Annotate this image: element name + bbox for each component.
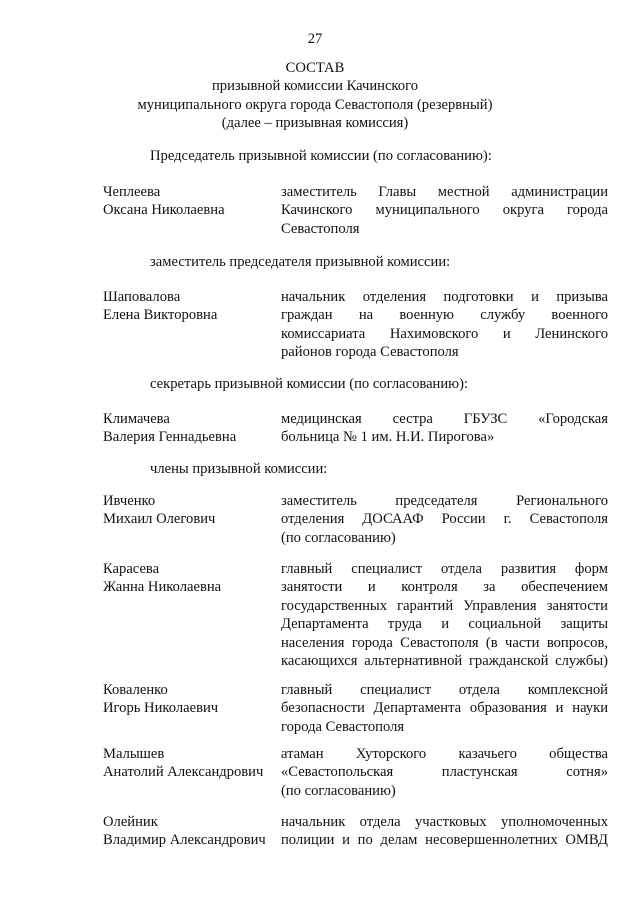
- member-surname: Малышев: [103, 746, 165, 762]
- member-name: [103, 410, 281, 447]
- role-line: главный специалист отдела комплексной: [281, 682, 608, 698]
- role-line: районов города Севастополя: [281, 344, 459, 361]
- section-heading-chairman: Председатель призывной комиссии (по согласованию):: [150, 148, 492, 164]
- role-line: (по согласованию): [281, 782, 396, 799]
- title-line: муниципального округа города Севастополя (резервный): [137, 96, 493, 113]
- role-line: «Севастопольская пластунская сотня»: [281, 764, 608, 781]
- role-line: медицинская сестра ГБУЗС «Городская: [281, 411, 608, 427]
- member-given-name: Валерия Геннадьевна: [103, 429, 237, 446]
- member-surname: Олейник: [103, 814, 158, 830]
- role-line: комиссариата Нахимовского и Ленинского: [281, 325, 608, 342]
- member-role: [281, 681, 608, 736]
- member-role: [281, 183, 608, 238]
- role-line: заместитель председателя Регионального: [281, 493, 608, 509]
- role-line: граждан на военную службу военного: [281, 307, 608, 324]
- member-name: [103, 560, 281, 670]
- role-line: населения города Севастополя (в части вопросов,: [281, 634, 608, 651]
- role-line: начальник отделения подготовки и призыва: [281, 289, 608, 305]
- member-role: [281, 492, 608, 547]
- role-line: Севастополя: [281, 220, 360, 237]
- member-surname: Ивченко: [103, 493, 156, 509]
- title-line: СОСТАВ: [285, 60, 345, 76]
- member-name: [103, 745, 281, 800]
- role-line: касающихся альтернативной гражданской службы): [281, 652, 608, 669]
- title-line: призывной комиссии Качинского: [211, 78, 418, 95]
- member-given-name: Оксана Николаевна: [103, 202, 225, 219]
- member-entry: [103, 560, 608, 670]
- role-line: города Севастополя: [281, 718, 405, 735]
- member-name: [103, 183, 281, 238]
- member-entry: [103, 745, 608, 800]
- member-surname: Коваленко: [103, 682, 168, 698]
- role-line: больница № 1 им. Н.И. Пирогова»: [281, 429, 495, 446]
- member-surname: Карасева: [103, 561, 160, 577]
- member-surname: Чеплеева: [103, 184, 161, 200]
- role-line: государственных гарантий Управления занятости: [281, 597, 608, 614]
- role-line: безопасности Департамента образования и науки: [281, 700, 608, 717]
- section-heading-deputy: заместитель председателя призывной комиссии:: [150, 254, 451, 270]
- role-line: главный специалист отдела развития форм: [281, 561, 608, 577]
- member-given-name: Игорь Николаевич: [103, 700, 219, 717]
- role-line: начальник отдела участковых уполномоченных: [281, 814, 608, 830]
- member-role: [281, 745, 608, 800]
- member-given-name: Владимир Александрович: [103, 832, 266, 849]
- member-name: [103, 681, 281, 736]
- role-line: атаман Хуторского казачьего общества: [281, 746, 608, 762]
- member-entry: [103, 410, 608, 447]
- member-name: [103, 813, 281, 850]
- member-name: [103, 492, 281, 547]
- member-entry: [103, 681, 608, 736]
- member-name: [103, 288, 281, 362]
- section-heading-members: члены призывной комиссии:: [150, 461, 328, 477]
- member-role: [281, 813, 608, 850]
- role-line: Качинского муниципального округа города: [281, 202, 608, 219]
- document-title: [0, 59, 630, 133]
- member-given-name: Анатолий Александрович: [103, 764, 264, 781]
- member-given-name: Елена Викторовна: [103, 307, 218, 324]
- role-line: отделения ДОСААФ России г. Севастополя: [281, 511, 608, 528]
- member-surname: Климачева: [103, 411, 170, 427]
- role-line: полиции и по делам несовершеннолетних ОМВД: [281, 832, 608, 849]
- member-surname: Шаповалова: [103, 289, 181, 305]
- member-entry: [103, 288, 608, 362]
- member-role: [281, 288, 608, 362]
- role-line: Департамента труда и социальной защиты: [281, 616, 608, 633]
- role-line: (по согласованию): [281, 529, 396, 546]
- member-role: [281, 560, 608, 670]
- member-entry: [103, 183, 608, 238]
- member-given-name: Жанна Николаевна: [103, 579, 222, 596]
- role-line: заместитель Главы местной администрации: [281, 184, 608, 200]
- member-role: [281, 410, 608, 447]
- section-heading-secretary: секретарь призывной комиссии (по согласованию):: [150, 376, 468, 392]
- page-number: 27: [307, 31, 323, 47]
- member-entry: [103, 813, 608, 850]
- member-entry: [103, 492, 608, 547]
- role-line: занятости и контроля за обеспечением: [281, 579, 608, 596]
- title-line: (далее – призывная комиссия): [221, 115, 409, 132]
- member-given-name: Михаил Олегович: [103, 511, 216, 528]
